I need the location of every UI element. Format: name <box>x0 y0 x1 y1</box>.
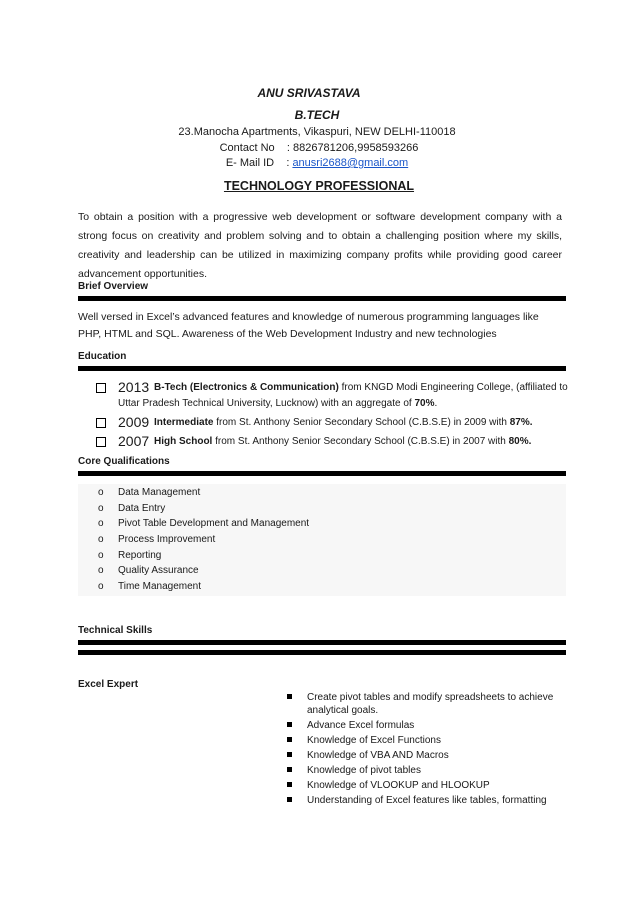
skill-text: Knowledge of VBA AND Macros <box>307 750 449 761</box>
email-link[interactable]: anusri2688@gmail.com <box>292 157 409 169</box>
qualification-text: Quality Assurance <box>118 565 199 577</box>
education-punct: . <box>434 398 438 409</box>
education-detail <box>154 417 533 428</box>
education-score: 80%. <box>508 436 532 447</box>
education-detail-line2 <box>118 398 437 409</box>
education-score: 87%. <box>509 417 533 428</box>
address: 23.Manocha Apartments, Vikaspuri, NEW DELHI-110018 <box>178 126 456 138</box>
section-title-education: Education <box>78 351 127 362</box>
square-bullet-icon <box>287 782 292 787</box>
section-title-qualifications: Core Qualifications <box>78 456 170 467</box>
education-detail <box>154 436 531 447</box>
section-rule <box>78 650 566 655</box>
checkbox-icon <box>96 437 106 447</box>
qualification-text: Process Improvement <box>118 534 216 546</box>
square-bullet-icon <box>287 722 292 727</box>
list-item <box>287 749 567 762</box>
education-degree: Intermediate <box>154 417 214 428</box>
email-line <box>0 156 636 170</box>
list-item <box>287 794 567 807</box>
education-item <box>96 379 568 398</box>
circle-bullet-icon: o <box>98 487 104 498</box>
subsection-title-excel: Excel Expert <box>78 679 139 690</box>
circle-bullet-icon: o <box>98 518 104 530</box>
excel-skills-list <box>287 691 567 809</box>
skill-text: Understanding of Excel features like tables, formatting <box>307 795 547 806</box>
candidate-name: ANU SRIVASTAVA <box>257 86 361 100</box>
skill-text: Advance Excel formulas <box>307 720 415 731</box>
square-bullet-icon <box>287 767 292 772</box>
education-item-continuation <box>96 398 566 414</box>
education-detail <box>154 382 568 393</box>
education-score: 70% <box>414 398 435 409</box>
email-label: E- Mail ID : <box>225 157 293 169</box>
skill-text: Create pivot tables and modify spreadsheets to achieve analytical goals. <box>307 692 554 716</box>
education-institution: from St. Anthony Senior Secondary School (C.B.S.E) in 2007 with <box>212 436 509 447</box>
education-degree: High School <box>154 436 213 447</box>
education-item <box>96 433 566 452</box>
education-year: 2013 <box>118 379 150 395</box>
circle-bullet-icon: o <box>98 534 104 546</box>
square-bullet-icon <box>287 752 292 757</box>
circle-bullet-icon: o <box>98 502 104 514</box>
qualification-text: Data Management <box>118 487 201 498</box>
skill-text: Knowledge of pivot tables <box>307 765 421 776</box>
square-bullet-icon <box>287 737 292 742</box>
qualification-text: Data Entry <box>118 502 166 514</box>
education-year: 2007 <box>118 433 150 449</box>
section-title-technical: Technical Skills <box>78 625 153 636</box>
education-degree: B-Tech (Electronics & Communication) <box>154 382 339 393</box>
objective-text: To obtain a position with a progressive web development or software development company with a strong focus on creativity and problem solving and to obtain a challenging position where my skills, creativity and leadership can be utilized in maximizing company profits while providing good career advancement opportunities. <box>78 211 562 280</box>
education-university: Uttar Pradesh Technical University, Lucknow) with an aggregate of <box>118 398 415 409</box>
headline: TECHNOLOGY PROFESSIONAL <box>223 179 415 193</box>
checkbox-icon <box>96 383 106 393</box>
overview-text: Well versed in Excel’s advanced features and knowledge of numerous programming languages like PHP, HTML and SQL. Awareness of the Web Development Industry and new technologies <box>78 311 539 340</box>
square-bullet-icon <box>287 797 292 802</box>
checkbox-icon <box>96 418 106 428</box>
skill-text: Knowledge of Excel Functions <box>307 735 441 746</box>
list-item <box>287 691 567 717</box>
skill-text: Knowledge of VLOOKUP and HLOOKUP <box>307 780 490 791</box>
education-list <box>96 379 568 452</box>
education-institution: from KNGD Modi Engineering College, (affiliated to <box>338 382 568 393</box>
section-rule <box>78 366 566 371</box>
education-item <box>96 414 566 433</box>
section-rule <box>78 640 566 645</box>
list-item <box>287 764 567 777</box>
circle-bullet-icon: o <box>98 549 104 561</box>
qualification-text: Time Management <box>118 581 201 593</box>
square-bullet-icon <box>287 694 292 699</box>
education-year: 2009 <box>118 414 150 430</box>
circle-bullet-icon: o <box>98 581 104 593</box>
section-rule <box>78 471 566 476</box>
list-item <box>287 719 567 732</box>
contact-number: Contact No : 8826781206,9958593266 <box>219 142 419 154</box>
candidate-degree: B.TECH <box>294 108 340 122</box>
section-title-overview: Brief Overview <box>78 281 149 292</box>
education-institution: from St. Anthony Senior Secondary School (C.B.S.E) in 2009 with <box>213 417 510 428</box>
qualification-text: Pivot Table Development and Management <box>118 518 310 530</box>
list-item <box>287 734 567 747</box>
circle-bullet-icon: o <box>98 565 104 577</box>
qualification-text: Reporting <box>118 549 162 561</box>
list-item <box>287 779 567 792</box>
section-rule <box>78 296 566 301</box>
